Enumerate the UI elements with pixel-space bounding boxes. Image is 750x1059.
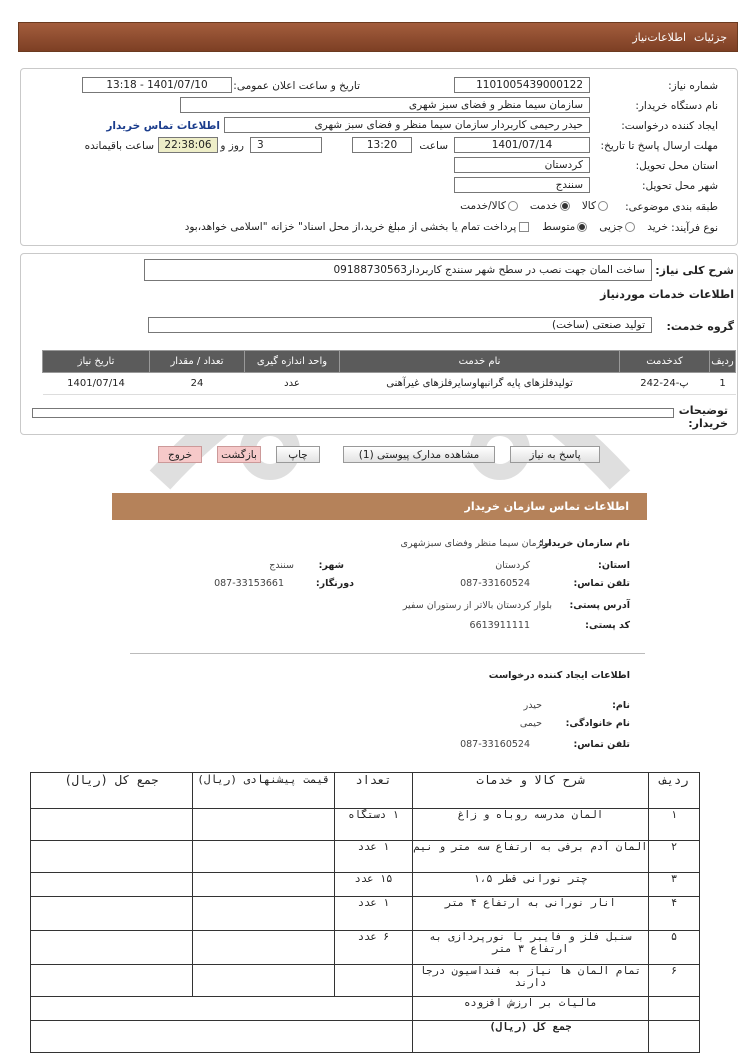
address-value: بلوار کردستان بالاتر از رستوران سفیر — [402, 600, 552, 611]
announce-field: 1401/07/10 - 13:18 — [82, 77, 232, 93]
item-desc: انار نورانی به ارتفاع ۴ متر — [413, 897, 649, 931]
buyer-contact-link[interactable]: اطلاعات تماس خریدار — [106, 120, 220, 132]
item-price — [193, 965, 335, 997]
announce-label: تاریخ و ساعت اعلان عمومی: — [233, 80, 360, 92]
item-price — [193, 897, 335, 931]
org-value: سازمان سیما منظر وفضای سبزشهری — [400, 538, 552, 549]
col-row: ردیف — [710, 351, 736, 373]
item-row: ۲ — [649, 841, 700, 873]
process-label: نوع فرآیند: — [671, 222, 718, 234]
item-price — [193, 809, 335, 841]
col-unit: واحد اندازه گیری — [245, 351, 340, 373]
tab-details[interactable]: جزئیات — [694, 30, 727, 44]
process-buy-label: خرید — [647, 221, 668, 233]
table-row — [43, 373, 736, 395]
services-title: اطلاعات خدمات موردنیاز — [600, 288, 734, 301]
days-label: روز و — [220, 140, 244, 152]
top-header-bar — [18, 22, 738, 52]
days-field: 3 — [250, 137, 322, 153]
item-price — [193, 873, 335, 897]
item-row: ۴ — [649, 897, 700, 931]
vat-row — [31, 997, 700, 1021]
items-col-total: جمع کل (ریال) — [31, 773, 193, 809]
item-total — [31, 841, 193, 873]
payment-note: پرداخت تمام یا بخشی از مبلغ خرید،از محل اسناد" خزانه "اسلامی خواهد،بود — [184, 221, 517, 233]
category-goods-radio[interactable] — [598, 201, 608, 211]
contact-phone-label: تلفن تماس: — [573, 578, 630, 589]
fax-label: دورنگار: — [315, 578, 354, 589]
summary-label: شرح کلی نیاز: — [655, 264, 734, 277]
item-price — [193, 931, 335, 965]
creator-section-title: اطلاعات ایجاد کننده درخواست — [488, 670, 630, 681]
reply-button[interactable]: پاسخ به نیاز — [510, 446, 600, 463]
buyer-label: نام دستگاه خریدار: — [635, 100, 718, 112]
table-row — [31, 841, 700, 873]
buyer-field: سازمان سیما منظر و فضای سبز شهری — [180, 97, 590, 113]
col-date: تاریخ نیاز — [43, 351, 150, 373]
creator-name-value: حیدر — [523, 700, 542, 711]
fax-value: 087-33153661 — [214, 578, 284, 589]
services-table — [42, 350, 736, 395]
back-button[interactable]: بازگشت — [217, 446, 261, 463]
item-total — [31, 965, 193, 997]
cell-unit: عدد — [245, 373, 340, 395]
table-row — [31, 965, 700, 997]
service-group-field: تولید صنعتی (ساخت) — [148, 317, 652, 333]
creator-phone-label: تلفن تماس: — [573, 739, 630, 750]
col-name: نام خدمت — [340, 351, 620, 373]
item-total — [31, 873, 193, 897]
category-label: طبقه بندی موضوعی: — [625, 201, 718, 213]
contact-province-label: استان: — [598, 560, 630, 571]
item-price — [193, 841, 335, 873]
item-row: ۶ — [649, 965, 700, 997]
remaining-label: ساعت باقیمانده — [84, 140, 154, 152]
contact-divider — [130, 653, 645, 654]
process-partial-radio[interactable] — [625, 222, 635, 232]
vat-label: مالیات بر ارزش افزوده — [413, 997, 649, 1021]
item-qty: ۱ عدد — [335, 897, 413, 931]
address-label: آدرس پستی: — [569, 600, 630, 611]
attachments-button[interactable]: مشاهده مدارک پیوستی (1) — [343, 446, 495, 463]
contact-phone-value: 087-33160524 — [460, 578, 530, 589]
postal-label: کد پستی: — [585, 620, 630, 631]
category-service-label: خدمت — [529, 200, 558, 212]
cell-qty: 24 — [150, 373, 245, 395]
tab-need-info[interactable]: اطلاعات‌نیاز — [632, 30, 687, 44]
province-field: کردستان — [454, 157, 590, 173]
item-row: ۱ — [649, 809, 700, 841]
items-col-qty: تعداد — [335, 773, 413, 809]
table-row — [31, 897, 700, 931]
need-number-label: شماره نیاز: — [668, 80, 718, 92]
process-medium-label: متوسط — [542, 221, 576, 233]
service-group-label: گروه خدمت: — [666, 320, 734, 333]
print-button[interactable]: چاپ — [276, 446, 320, 463]
table-row — [31, 873, 700, 897]
creator-name-label: نام: — [612, 700, 630, 711]
items-col-price: قیمت پیشنهادی (ریال) — [193, 773, 335, 809]
items-col-desc: شرح کالا و خدمات — [413, 773, 649, 809]
contact-section-header: اطلاعات تماس سازمان خریدار — [112, 493, 647, 520]
buyer-desc-field — [32, 408, 674, 418]
city-label: شهر محل تحویل: — [642, 180, 718, 192]
creator-field: حیدر رحیمی کاربردار سازمان سیما منظر و فضای سبز شهری — [224, 117, 590, 133]
payment-checkbox[interactable] — [519, 222, 529, 232]
item-qty: ۱ عدد — [335, 841, 413, 873]
deadline-label: مهلت ارسال پاسخ تا تاریخ: — [600, 140, 718, 152]
item-row: ۳ — [649, 873, 700, 897]
item-total — [31, 931, 193, 965]
contact-city-label: شهر: — [318, 560, 344, 571]
item-desc: المان مدرسه روباه و زاغ — [413, 809, 649, 841]
item-total — [31, 809, 193, 841]
category-service-radio[interactable] — [560, 201, 570, 211]
process-medium-radio[interactable] — [577, 222, 587, 232]
col-code: کدخدمت — [620, 351, 710, 373]
category-goods-label: کالا — [581, 200, 596, 212]
process-partial-label: جزیی — [599, 221, 624, 233]
item-qty: ۱۵ عدد — [335, 873, 413, 897]
summary-field: ساخت المان جهت نصب در سطح شهر سنندج کاربردار09188730563 — [144, 259, 652, 281]
org-label: نام سازمان خریدار: — [539, 538, 630, 549]
items-table — [30, 772, 700, 1053]
postal-value: 6613911111 — [469, 620, 530, 631]
item-desc: چتر نورانی قطر ۱،۵ — [413, 873, 649, 897]
items-col-row: ردیف — [649, 773, 700, 809]
need-details-card — [20, 68, 738, 246]
cell-code: پ-24-242 — [620, 373, 710, 395]
creator-label: ایجاد کننده درخواست: — [621, 120, 718, 132]
item-total — [31, 897, 193, 931]
grand-total-label: جمع کل (ریال) — [413, 1021, 649, 1053]
creator-family-value: حیمی — [519, 718, 542, 729]
buyer-desc-label: توضیحات خریدار: — [678, 404, 728, 430]
creator-phone-value: 087-33160524 — [460, 739, 530, 750]
time-label: ساعت — [419, 140, 448, 152]
category-both-radio[interactable] — [508, 201, 518, 211]
item-qty: ۶ عدد — [335, 931, 413, 965]
contact-city-value: سنندج — [269, 560, 294, 571]
item-row: ۵ — [649, 931, 700, 965]
deadline-date-field: 1401/07/14 — [454, 137, 590, 153]
category-options — [460, 200, 610, 212]
item-desc: سنبل فلز و فایبر با نورپردازی به ارتفاع ۳ متر — [413, 931, 649, 965]
table-row — [31, 809, 700, 841]
grand-total-row — [31, 1021, 700, 1053]
category-both-label: کالا/خدمت — [460, 200, 506, 212]
province-label: استان محل تحویل: — [635, 160, 718, 172]
item-desc: المان آدم برفی به ارتفاع سه متر و نیم — [413, 841, 649, 873]
deadline-time-field: 13:20 — [352, 137, 412, 153]
item-desc: تمام المان ها نیاز به فنداسیون درجا دارند — [413, 965, 649, 997]
table-row — [31, 931, 700, 965]
remaining-time-field: 22:38:06 — [158, 137, 218, 153]
need-number-field: 1101005439000122 — [454, 77, 590, 93]
process-options — [185, 221, 668, 233]
exit-button[interactable]: خروج — [158, 446, 202, 463]
cell-row: 1 — [710, 373, 736, 395]
col-qty: تعداد / مقدار — [150, 351, 245, 373]
item-qty — [335, 965, 413, 997]
item-qty: ۱ دستگاه — [335, 809, 413, 841]
contact-province-value: کردستان — [495, 560, 530, 571]
cell-date: 1401/07/14 — [43, 373, 150, 395]
cell-name: تولیدفلزهای پایه گرانبهاوسایرفلزهای غیرآهنی — [340, 373, 620, 395]
creator-family-label: نام خانوادگی: — [565, 718, 630, 729]
city-field: سنندج — [454, 177, 590, 193]
